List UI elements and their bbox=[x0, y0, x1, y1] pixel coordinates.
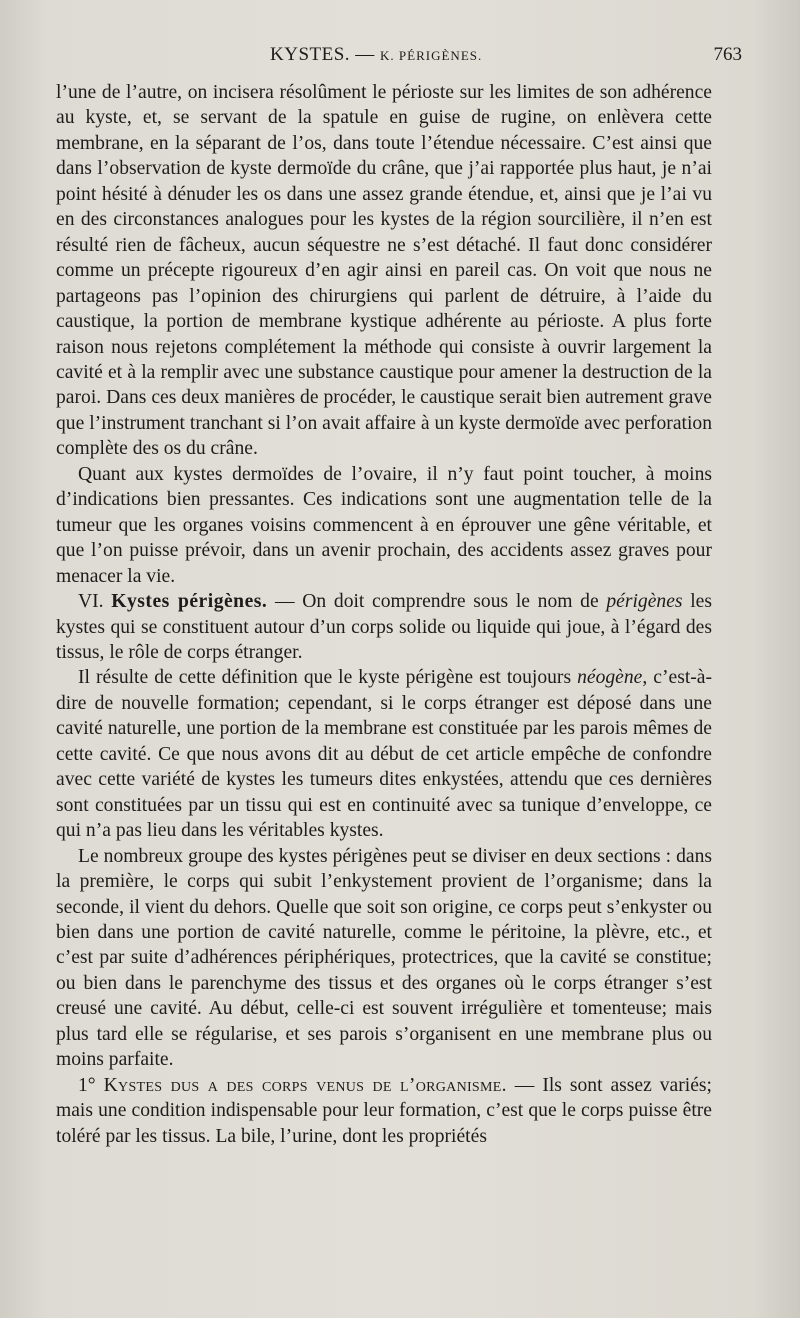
paragraph-3-section-vi bbox=[56, 589, 712, 665]
paragraph-text: — Ils sont assez variés; mais une condition indispensable pour leur formation, c’est que le corps puisse être toléré par les tissus. La bile, l’urine, dont les propriétés bbox=[56, 1074, 712, 1147]
subsection-heading: Kystes dus a des corps venus de l’organisme. bbox=[103, 1074, 507, 1096]
paragraph-6-subsection bbox=[56, 1073, 712, 1149]
paragraph-text: les kystes qui se constituent autour d’un corps solide ou liquide qui joue, à l’égard des tissus, le rôle de corps étranger. bbox=[56, 591, 712, 663]
running-title-main: KYSTES. — bbox=[270, 44, 381, 65]
running-title-sub: K. PÉRIGÈNES. bbox=[380, 48, 483, 63]
paragraph-4 bbox=[56, 665, 712, 843]
subsection-number: 1° bbox=[78, 1074, 96, 1096]
emphasized-term: néogène bbox=[577, 667, 643, 689]
section-number: VI. bbox=[78, 591, 104, 613]
paragraph-2: Quant aux kystes dermoïdes de l’ovaire, il n’y faut point toucher, à moins d’indications bien pressantes. Ces indications sont une augmentation telle de la tumeur que les organes voisins commencent à en éprouver une gêne véritable, et que l’on puisse prévoir, dans un avenir prochain, des accidents assez graves pour menacer la vie. bbox=[56, 463, 712, 587]
paragraph-5: Le nombreux groupe des kystes périgènes peut se diviser en deux sections : dans la première, le corps qui subit l’enkystement provient de l’organisme; dans la seconde, il vient du dehors. Quelle que soit son origine, ce corps peut s’enkyster ou bien dans une portion de cavité naturelle, comme le péritoine, la plèvre, etc., et c’est par suite d’adhérences périphériques, protectrices, que la cavité se constitue; ou bien dans le parenchyme des tissus et des organes où le corps étranger s’est creusé une cavité. Au début, celle-ci est souvent irrégulière et tomenteuse; mais plus tard elle se régularise, et ses parois s’organisent en une membrane plus ou moins parfaite. bbox=[56, 845, 712, 1071]
paragraph-text: Il résulte de cette définition que le kyste périgène est toujours bbox=[78, 667, 578, 689]
paragraph-text: , c’est-à-dire de nouvelle formation; cependant, si le corps étranger est déposé dans une cavité naturelle, une portion de la membrane est constituée par les parois mêmes de cette cavité. Ce que nous avons dit au début de cet article empêche de confondre avec cette variété de kystes les tumeurs dites enkystées, attendu que ces dernières sont constituées par un tissu qui est en continuité avec sa tunique d’enveloppe, ce qui n’a pas lieu dans les véritables kystes. bbox=[56, 667, 713, 842]
paragraph-text: — On doit comprendre sous le nom de bbox=[267, 591, 607, 613]
running-title bbox=[270, 44, 482, 66]
page-body bbox=[56, 80, 712, 1149]
defined-term: périgènes bbox=[606, 591, 683, 613]
paragraph-1: l’une de l’autre, on incisera résolûment le périoste sur les limites de son adhérence au kyste, et, se servant de la spatule en guise de rugine, on enlèvera cette membrane, en la séparant de l’os, dans toute l’étendue nécessaire. C’est ainsi que dans l’observation de kyste dermoïde du crâne, que j’ai rapportée plus haut, je n’ai point hésité à dénuder les os dans une assez grande étendue, et, ainsi que je l’ai vu en des circonstances analogues pour les kystes de la région sourcilière, il n’en est résulté rien de fâcheux, aucun séquestre ne s’est détaché. Il faut donc considérer comme un précepte rigoureux d’en agir ainsi en pareil cas. On voit que nous ne partageons pas l’opinion des chirurgiens qui parlent de détruire, à l’aide du caustique, la portion de membrane kystique adhérente au périoste. A plus forte raison nous rejetons complétement la méthode qui consiste à ouvrir largement la cavité et à la remplir avec une substance caustique pour amener la destruction de la paroi. Dans ces deux manières de procéder, le caustique serait bien autrement grave que l’instrument tranchant si l’on avait affaire à un kyste dermoïde avec perforation complète des os du crâne. bbox=[56, 82, 712, 460]
page-header bbox=[56, 44, 742, 74]
section-heading: Kystes périgènes. bbox=[111, 591, 268, 613]
page-number: 763 bbox=[713, 44, 742, 65]
